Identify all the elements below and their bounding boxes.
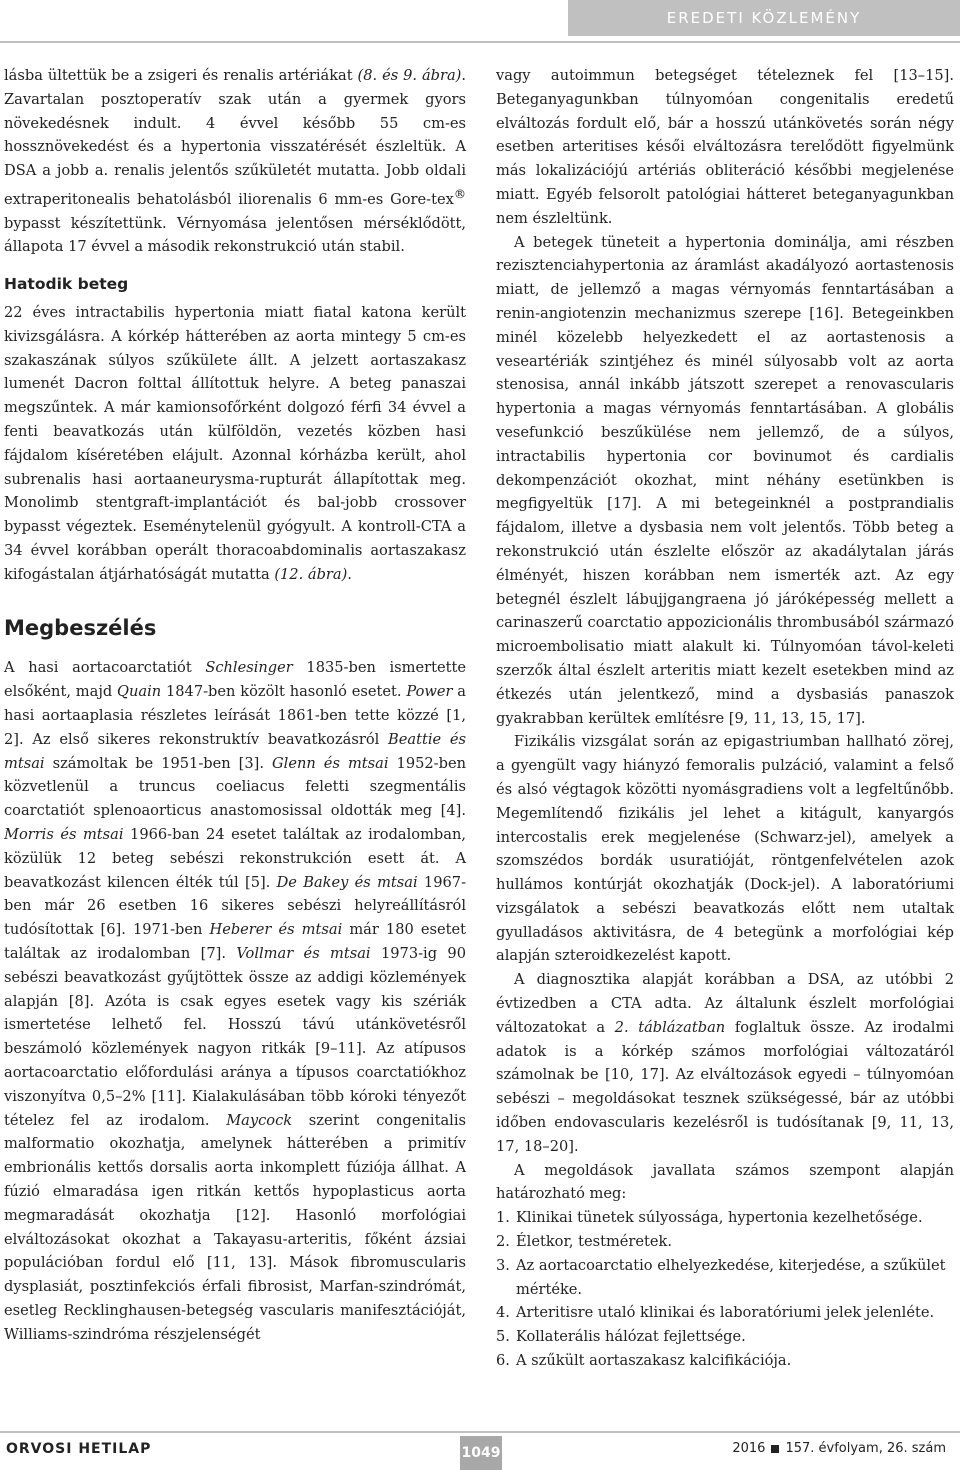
heading-discussion: Megbeszélés — [4, 615, 157, 640]
left-column — [4, 64, 466, 1347]
page-number: 1049 — [461, 1445, 501, 1461]
section-header-label: EREDETI KÖZLEMÉNY — [666, 9, 862, 27]
subheading-sixth-patient: Hatodik beteg — [4, 275, 129, 294]
year: 2016 — [732, 1441, 766, 1456]
paragraph-indications: A megoldások javallata számos szempont alapján határozható meg: — [496, 1161, 954, 1203]
paragraph-sixth-patient: 22 éves intractabilis hypertonia miatt fiatal katona került kivizsgálásra. A kórkép hátterében az aorta mintegy 5 cm-es szakaszának súlyos szűkülete állt. A jelzett aortaszakasz lumenét Dacron folttal állítottuk helyre. A beteg panaszai megszűntek. A már kamionsofőrként dolgozó férfi 34 évvel a fenti beavatkozás után külföldön, vezetés közben hasi fájdalom kíséretében elájult. Azonnal kórházba került, ahol subrenalis hasi aortaaneurysma-rupturát állapítottak meg. Monolimb stentgraft-implantációt és bal-jobb crossover bypasst végeztek. Eseménytelenül gyógyult. A kontroll-CTA a 34 évvel korábban operált thoracoabdominalis aortaszakasz kifogástalan átjárhatóságát mutatta (12. ábra). — [4, 304, 466, 583]
paragraph-physical-exam: Fizikális vizsgálat során az epigastriumban hallható zörej, a gyengült vagy hiányzó femoralis pulzáció, valamint a felső és alsó végtagok közötti nyomásgradiens volt a legfeltűnőbb. Megemlítendő fizikális jel lehet a kitágult, kanyargós intercostalis erek megjelenése (Schwarz-jel), amelyek a szomszédos bordák usuratióját, röntgenfelvételen azok hullámos kontúrját okozhatják (Dock-jel). A laboratóriumi vizsgálatok a sebészi beavatkozás előtt nem utaltak gyulladásos aktivitásra, de 4 betegünk a morfológiai kép alapján szteroidkezelést kapott. — [496, 733, 954, 965]
list-item: 4. Arteritisre utaló klinikai és laboratóriumi jelek jelenléte. — [496, 1304, 935, 1322]
issue-info — [732, 1441, 946, 1456]
volume-issue: 157. évfolyam, 26. szám — [785, 1441, 946, 1456]
list-item: 3. Az aortacoarctatio elhelyezkedése, kiterjedése, a szűkület mértéke. — [496, 1256, 946, 1298]
figure-reference: (8. és 9. ábra) — [357, 67, 462, 84]
list-item: 6. A szűkült aortaszakasz kalcifikációja. — [496, 1352, 792, 1370]
page-number-box — [460, 1436, 502, 1470]
paragraph-diagnostics: A diagnosztika alapját korábban a DSA, az utóbbi 2 évtizedben a CTA adta. Az általunk észlelt morfológiai változatokat a 2. táblázatban foglaltuk össze. Az irodalmi adatok is a kórkép számos morfológiai változatáról számolnak be [10, 17]. Az elváltozások egyedi – túlnyomóan sebészi – megoldásokat tesznek szükségessé, bár az utóbbi időben endovascularis kezelésről is tudósítanak [9, 11, 13, 17, 18–20]. — [496, 971, 954, 1155]
paragraph-symptoms: A betegek tüneteit a hypertonia dominálja, ami részben rezisztenciahypertonia az áramlást akadályozó aortastenosis miatt, de jellemző a magas vérnyomás fenntartásában a renin-angiotenzin mechanizmus szerepe [16]. Betegeinkben minél közelebb helyezkedett el az aortastenosis a veseartériák szintjéhez és minél súlyosabb volt az aorta stenosisa, annál inkább játszott szerepet a renovascularis hypertonia a magas vérnyomás fenntartásában. A globális vesefunkció beszűkülése nem jellemző, de a súlyos, intractabilis hypertonia cor bovinumot és cardialis dekompenzációt okozhat, mint néhány esetünkben is megfigyeltük [17]. A mi betegeinknél a postprandialis fájdalom, illetve a dysbasia nem volt jelentős. Több beteg a rekonstrukció után észlelte először az akadálytalan járás élményét, hiszen korábban nem ismerték azt. Az egy betegnél észlelt lábujjgangraena jó járóképesség mellett a carinaszerű coarctatio appozicionális thrombusából származó microembolisatio miatt alakult ki. Túlnyomóan távol-keleti szerzők által észlelt arteritis miatt kezelt esetekben mind az étkezés után jelentkező, mind a dysbasiás panaszok gyakrabban kerültek említésre [9, 11, 13, 15, 17]. — [496, 233, 954, 727]
paragraph-discussion: A hasi aortacoarctatiót Schlesinger 1835-ben ismertette elsőként, majd Quain 1847-ben közölt hasonló esetet. Power a hasi aortaaplasia részletes leírását 1861-ben tette közzé [1, 2]. Az első sikeres rekonstruktív beavatkozásról Beattie és mtsai számoltak be 1951-ben [3]. Glenn és mtsai 1952-ben közvetlenül a truncus coeliacus feletti szegmentális coarctatiót splenoaorticus anastomosissal oldották meg [4]. Morris és mtsai 1966-ban 24 esetet találtak az irodalomban, közülük 12 beteg sebészi rekonstrukción esett át. A beavatkozást kilencen élték túl [5]. De Bakey és mtsai 1967-ben már 26 esetben 16 sikeres sebészi helyreállításról tudósítottak [6]. 1971-ben Heberer és mtsai már 180 esetet találtak az irodalomban [7]. Vollmar és mtsai 1973-ig 90 sebészi beavatkozást gyűjtöttek össze az addigi közlemények alapján [8]. Azóta is csak egyes esetek vagy kis szériák ismertetése lelhető fel. Hosszú távú utánkövetésről beszámoló közlemények nagyon ritkák [9–11]. Az atípusos aortacoarctatio előfordulási aránya a típusos coarctatiókhoz viszonyítva 0,5–2% [11]. Kialakulásában több kóroki tényezőt tételez fel az irodalom. Maycock szerint congenitalis malformatio okozhatja, amelynek hátterében a primitív embrionális kettős dorsalis aorta inkomplett fúziója állhat. A fúzió elmaradása igen ritkán kettős hypoplasticus aorta megmaradását okozhatja [12]. Hasonló morfológiai elváltozásokat okozhat a Takayasu-arteritis, főként ázsiai populációban fordul elő [11, 13]. Mások fibromuscularis dysplasiát, posztinfekciós érfali fibrosist, Marfan-szindrómát, esetleg Recklinghausen-betegség vascularis manifesztációját, Williams-szindróma részjelenségét — [4, 659, 466, 1343]
list-item: 5. Kollaterális hálózat fejlettsége. — [496, 1328, 746, 1346]
footer-divider — [0, 1431, 960, 1433]
paragraph-case5-end: lásba ültettük be a zsigeri és renalis artériákat (8. és 9. ábra). Zavartalan posztoperatív szak után a gyermek gyors növekedésnek indult. 4 évvel később 55 cm-es hossznövekedést és a hypertonia visszatérését észleltük. A DSA a jobb a. renalis jelentős szűkületét mutatta. Jobb oldali extraperitonealis behatolásból iliorenalis 6 mm-es Gore-tex® bypasst készítettünk. Vérnyomása jelentősen mérséklődött, állapota 17 évvel a második rekonstrukció után stabil. — [4, 67, 467, 256]
square-separator-icon — [771, 1445, 779, 1453]
table-reference: 2. táblázatban — [614, 1018, 726, 1036]
journal-name: ORVOSI HETILAP — [6, 1441, 152, 1457]
list-item: 1. Klinikai tünetek súlyossága, hypertonia kezelhetősége. — [496, 1209, 923, 1227]
header-divider — [0, 41, 960, 43]
section-header — [568, 0, 960, 36]
indication-list — [496, 1206, 954, 1373]
right-column — [496, 64, 954, 1373]
figure-reference: (12. ábra) — [274, 565, 348, 583]
list-item: 2. Életkor, testméretek. — [496, 1233, 673, 1251]
paragraph-etiology-end: vagy autoimmun betegséget tételeznek fel [13–15]. Beteganyagunkban túlnyomóan congenitalis eredetű elváltozás fordult elő, bár a hosszú utánkövetés során négy esetben arteritises késői elváltozásra terelődött figyelmünk más lokalizációjú artériás obliteráció későbbi megjelenése miatt. Egyéb felsorolt patológiai hátteret beteganyagunkban nem észleltünk. — [496, 67, 954, 227]
